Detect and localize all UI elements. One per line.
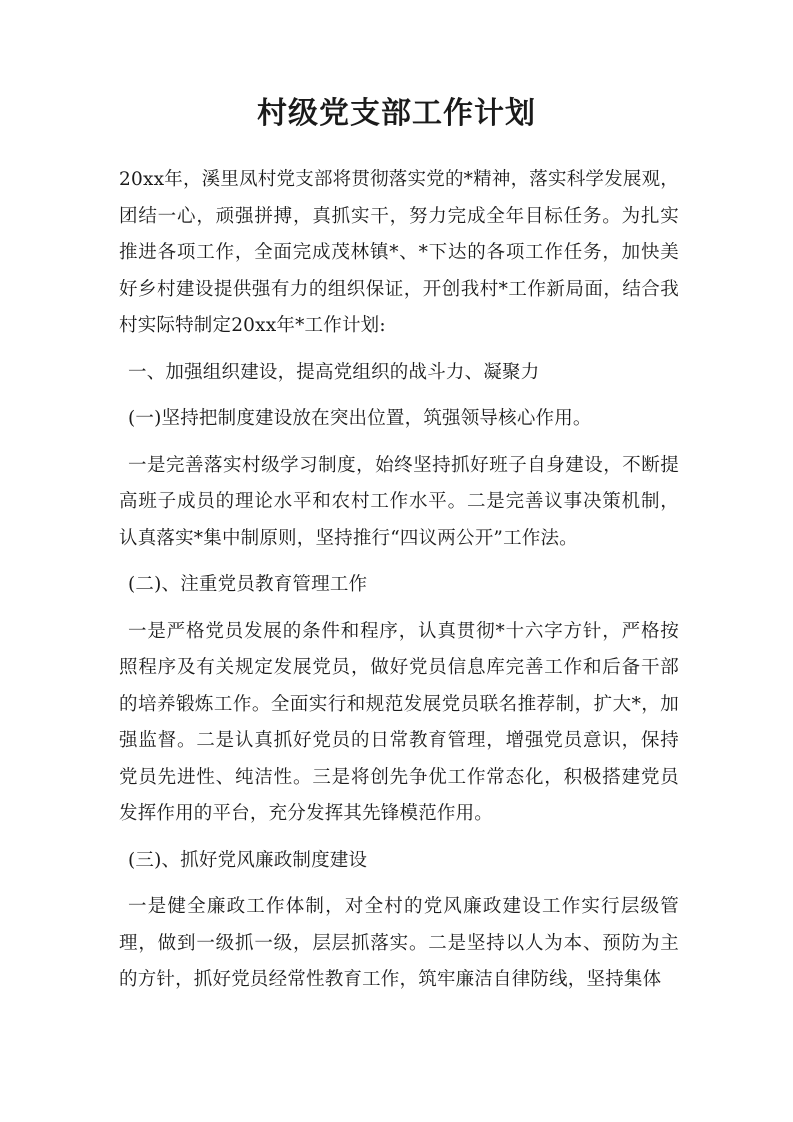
subsection-paragraph-2: 一是严格党员发展的条件和程序，认真贯彻*十六字方针，严格按照程序及有关规定发展党员，做好党员信息库完善工作和后备干部的培养锻炼工作。全面实行和规范发展党员联名推荐制，扩大*，加强监督。二是认真抓好党员的日常教育管理，增强党员意识，保持党员先进性、纯洁性。三是将创先争优工作常态化，积极搭建党员发挥作用的平台，充分发挥其先锋模范作用。 [119, 620, 679, 824]
subsection-paragraph-3: 一是健全廉政工作体制，对全村的党风廉政建设工作实行层级管理，做到一级抓一级，层层抓落实。二是坚持以人为本、预防为主的方针，抓好党员经常性教育工作，筑牢廉洁自律防线，坚持集体 [119, 896, 679, 990]
document-title: 村级党支部工作计划 [257, 96, 536, 131]
intro-paragraph: 20xx年，溪里凤村党支部将贯彻落实党的*精神，落实科学发展观，团结一心，顽强拼搏，真抓实干，努力完成全年目标任务。为扎实推进各项工作，全面完成茂林镇*、*下达的各项工作任务，加快美好乡村建设提供强有力的组织保证，开创我村*工作新局面，结合我村实际特制定20xx年*工作计划: [119, 169, 679, 336]
subsection-heading-2: (二)、注重党员教育管理工作 [128, 574, 368, 595]
section-heading-1: 一、加强组织建设，提高党组织的战斗力、凝聚力 [128, 361, 540, 383]
subsection-heading-1: (一)坚持把制度建设放在突出位置，筑强领导核心作用。 [128, 408, 592, 429]
subsection-paragraph-1: 一是完善落实村级学习制度，始终坚持抓好班子自身建设，不断提高班子成员的理论水平和农村工作水平。二是完善议事决策机制，认真落实*集中制原则，坚持推行“四议两公开”工作法。 [119, 454, 679, 549]
subsection-heading-3: (三)、抓好党风廉政制度建设 [128, 849, 368, 871]
document-body [119, 162, 679, 1009]
